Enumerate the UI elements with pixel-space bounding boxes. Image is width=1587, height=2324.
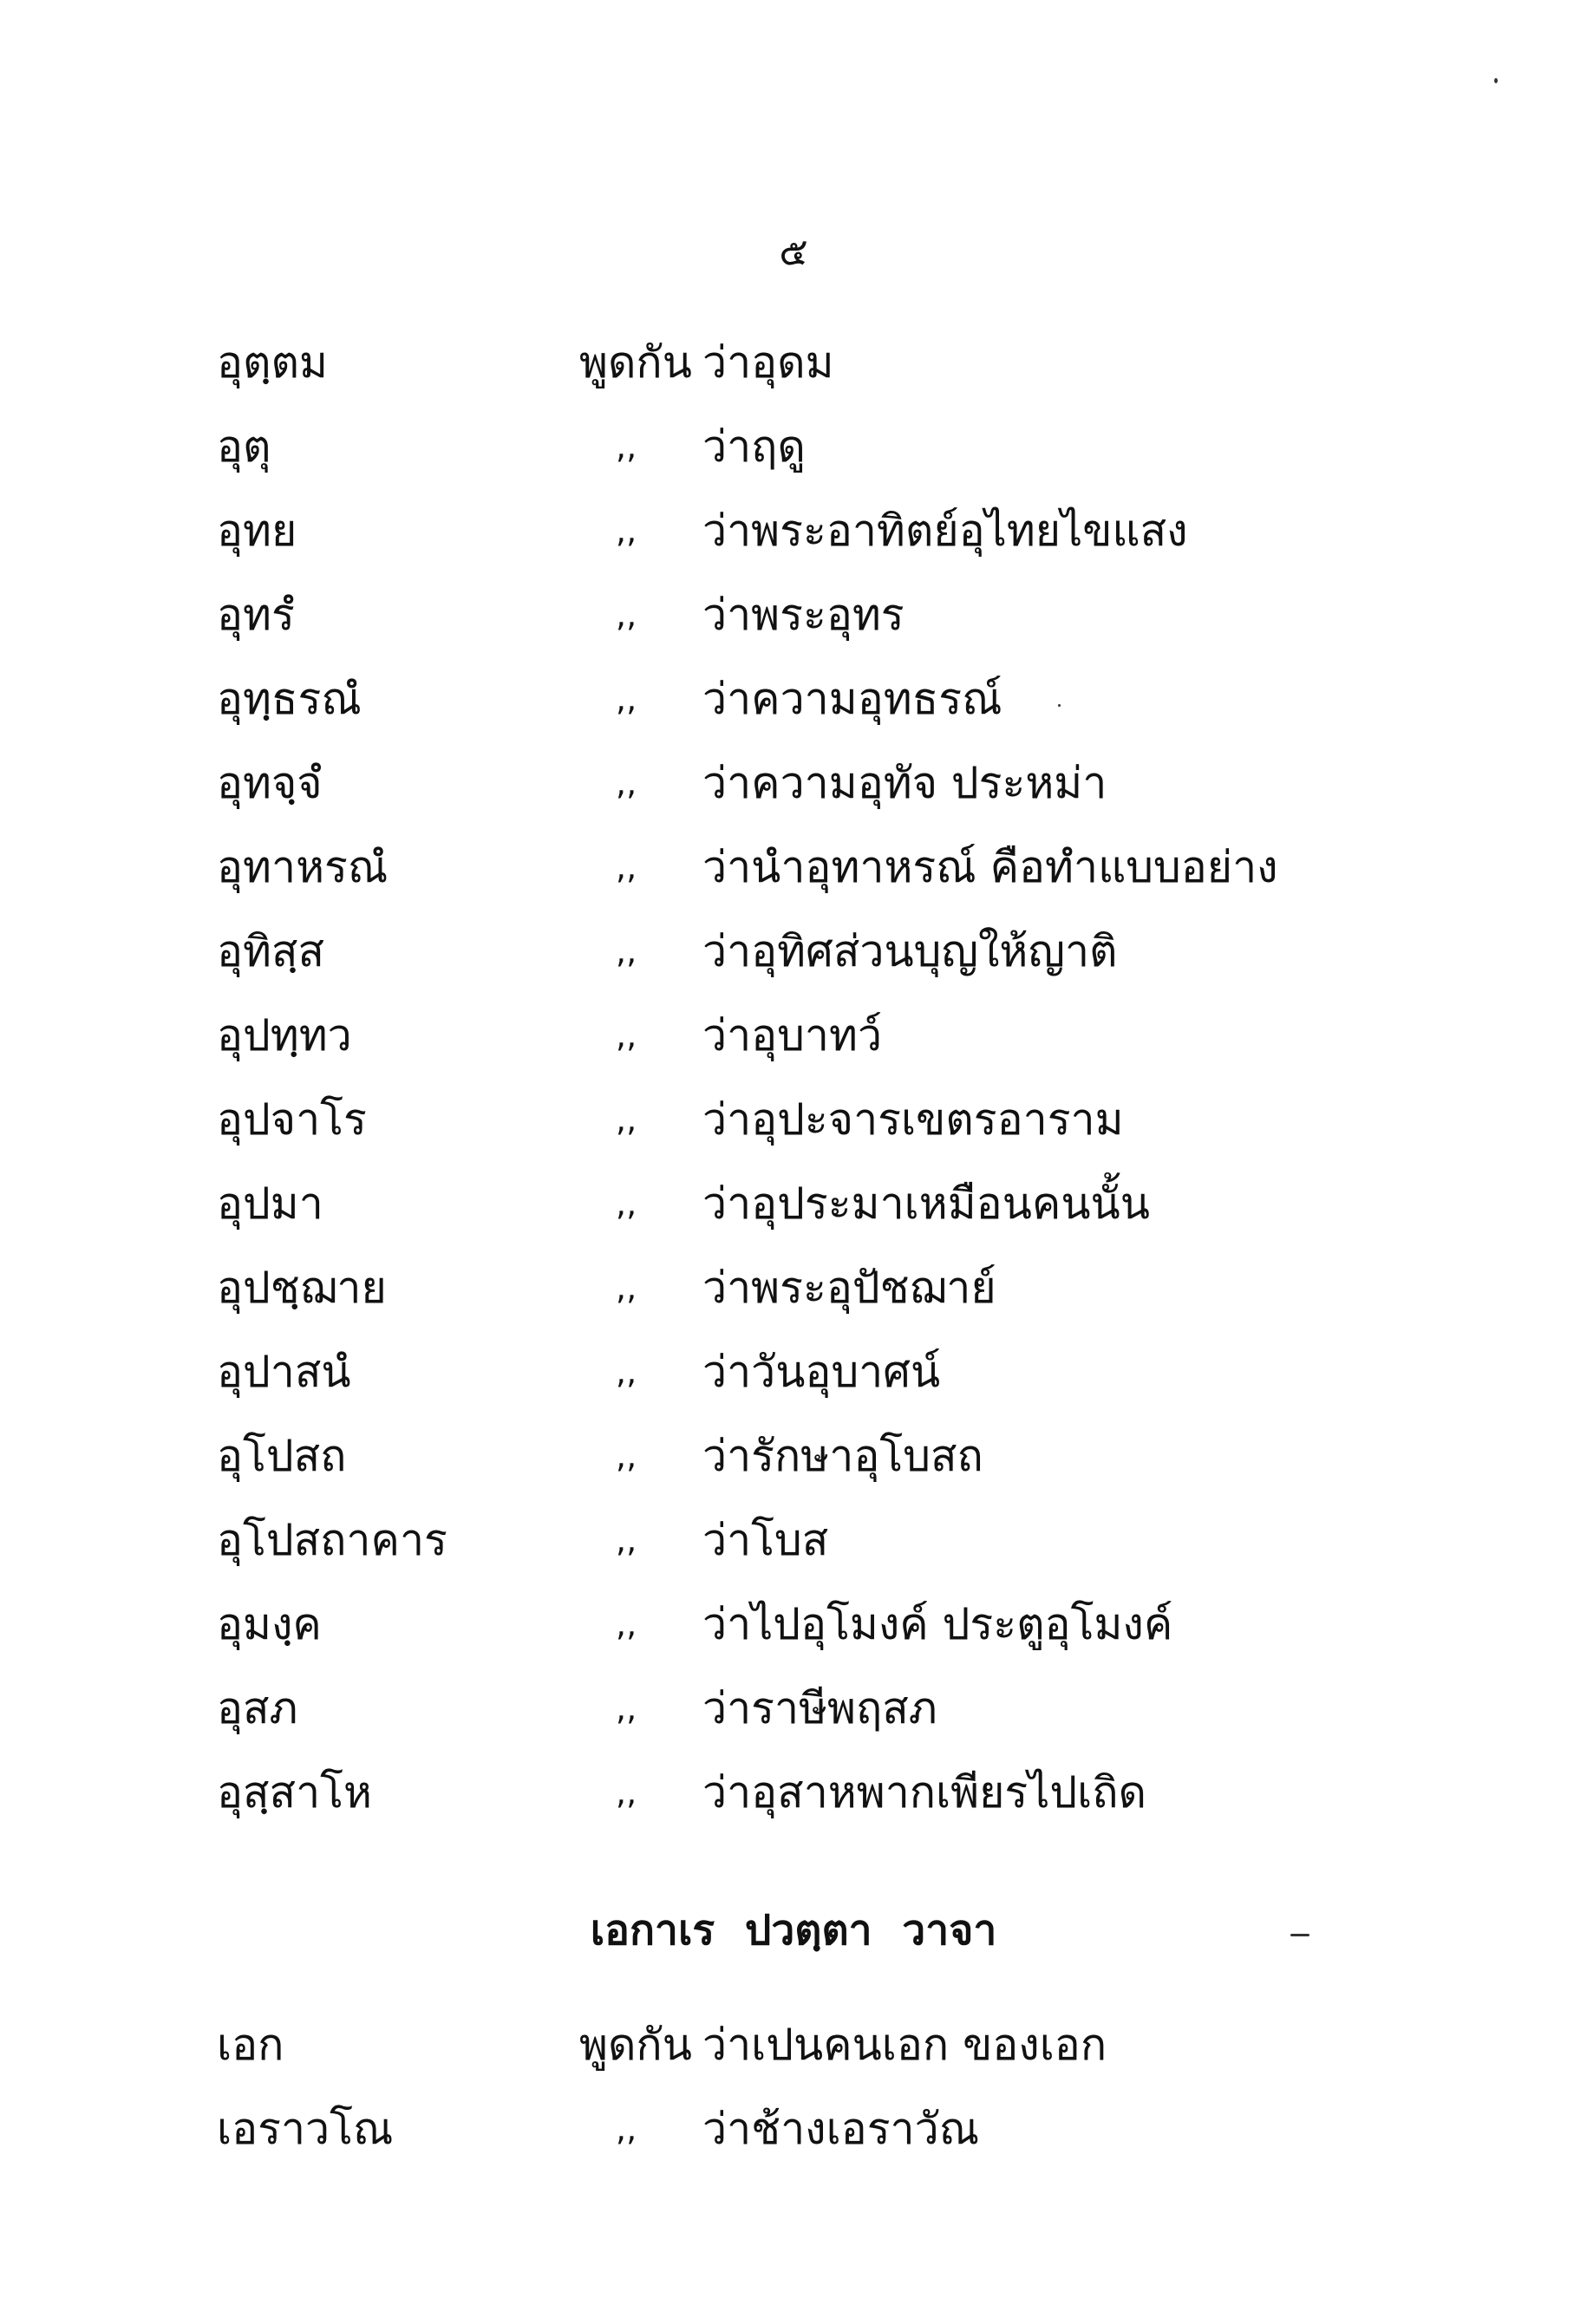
list-item (0, 489, 1587, 573)
ditto-mark: ,, (616, 512, 637, 550)
ditto-mark: ,, (616, 848, 637, 886)
entry-gloss: ว่าพระอาทิตย์อุไทยไขแสง (702, 506, 1188, 556)
list-item (0, 994, 1587, 1078)
ditto-mark: ,, (616, 1773, 637, 1812)
ditto-mark: ,, (616, 1185, 637, 1223)
list-item (0, 1414, 1587, 1498)
entry-term: อุปมา (217, 1178, 323, 1229)
entry-gloss: ว่ารักษาอุโบสถ (702, 1431, 983, 1481)
list-item (0, 1498, 1587, 1583)
entry-gloss: ว่าเปนคนเอก ของเอก (702, 2020, 1107, 2070)
entry-term: อุโปสถาคาร (217, 1515, 447, 1565)
ditto-mark: ,, (616, 2110, 637, 2148)
list-item (0, 1078, 1587, 1162)
entry-gloss: ว่าช้างเอราวัณ (702, 2104, 980, 2154)
ditto-mark: ,, (616, 764, 637, 802)
section-heading: เอกาเร ปวตฺตา วาจา (590, 1906, 997, 1955)
entry-term: เอก (217, 2020, 284, 2070)
scan-speck (1494, 78, 1498, 83)
ditto-mark: ,, (616, 1269, 637, 1307)
ditto-mark: ,, (616, 932, 637, 970)
ditto-mark: ,, (616, 1100, 637, 1139)
entry-term: อุตุ (217, 421, 271, 472)
entry-term: อุสภ (217, 1683, 298, 1733)
entry-term: เอราวโณ (217, 2104, 394, 2154)
entry-gloss: ว่าความอุทัจ ประหม่า (702, 758, 1107, 808)
entry-gloss: ว่าอุทิศส่วนบุญให้ญาติ (702, 926, 1118, 976)
ditto-mark: ,, (616, 1605, 637, 1643)
entry-list-u (0, 321, 1587, 1835)
list-item (0, 1162, 1587, 1246)
entry-gloss: ว่าไปอุโมงค์ ประตูอุโมงค์ (702, 1599, 1173, 1649)
entry-gloss: ว่าวันอุบาศน์ (702, 1347, 941, 1397)
list-item (0, 573, 1587, 657)
entry-gloss: ว่าราษีพฤสภ (702, 1683, 937, 1733)
list-item (0, 741, 1587, 826)
entry-label: พูดกัน (579, 2020, 692, 2070)
entry-gloss: ว่าโบส (702, 1515, 829, 1565)
list-item (0, 1330, 1587, 1414)
list-item (0, 405, 1587, 489)
entry-term: อุสฺสาโห (217, 1767, 372, 1818)
entry-gloss: ว่าอุประมาเหมือนคนนั้น (702, 1178, 1150, 1229)
entry-gloss: ว่าพระอุทร (702, 590, 905, 640)
entry-term: อุทจฺจํ (217, 758, 323, 808)
ditto-mark: ,, (616, 1437, 637, 1475)
ditto-mark: ,, (616, 1689, 637, 1727)
ditto-mark: ,, (616, 1016, 637, 1054)
ditto-mark: ,, (616, 1521, 637, 1559)
entry-term: อุปาสนํ (217, 1347, 351, 1397)
list-item (0, 657, 1587, 741)
entry-term: อุทรํ (217, 590, 295, 640)
entry-gloss: ว่าพระอุปัชฌาย์ (702, 1263, 996, 1313)
list-item (0, 2087, 1587, 2171)
entry-term: อุปชฺฌาย (217, 1263, 387, 1313)
list-item (0, 321, 1587, 405)
entry-gloss: ว่าอุดม (702, 337, 834, 388)
entry-gloss: ว่าอุบาทว์ (702, 1010, 883, 1061)
ditto-mark: ,, (616, 596, 637, 634)
page-number: ๕ (779, 230, 808, 274)
list-item (0, 826, 1587, 910)
ditto-mark: ,, (616, 1353, 637, 1391)
entry-list-e (0, 2003, 1587, 2171)
entry-gloss: ว่าอุปะจารเขตรอาราม (702, 1094, 1124, 1145)
entry-term: อุทิสฺส (217, 926, 325, 976)
entry-term: อุมงฺค (217, 1599, 322, 1649)
entry-gloss: ว่านำอุทาหรณ์ คือทำแบบอย่าง (702, 842, 1278, 892)
list-item (0, 1751, 1587, 1835)
entry-term: อุทฺธรณํ (217, 674, 362, 724)
scan-speck (1058, 704, 1061, 707)
list-item (0, 910, 1587, 994)
ditto-mark: ,, (616, 680, 637, 718)
entry-gloss: ว่าอุสาหพากเพียรไปเถิด (702, 1767, 1146, 1818)
entry-label: พูดกัน (579, 337, 692, 388)
scan-speck (1290, 1934, 1309, 1936)
list-item (0, 1667, 1587, 1751)
entry-term: อุโปสถ (217, 1431, 347, 1481)
entry-term: อุปทฺทว (217, 1010, 352, 1061)
list-item (0, 1246, 1587, 1330)
entry-gloss: ว่าความอุทธรณ์ (702, 674, 1002, 724)
ditto-mark: ,, (616, 428, 637, 466)
list-item (0, 2003, 1587, 2087)
entry-term: อุปจาโร (217, 1094, 367, 1145)
entry-term: อุทย (217, 506, 297, 556)
list-item (0, 1583, 1587, 1667)
entry-term: อุตฺตม (217, 337, 328, 388)
entry-term: อุทาหรณํ (217, 842, 389, 892)
entry-gloss: ว่าฤดู (702, 421, 806, 472)
